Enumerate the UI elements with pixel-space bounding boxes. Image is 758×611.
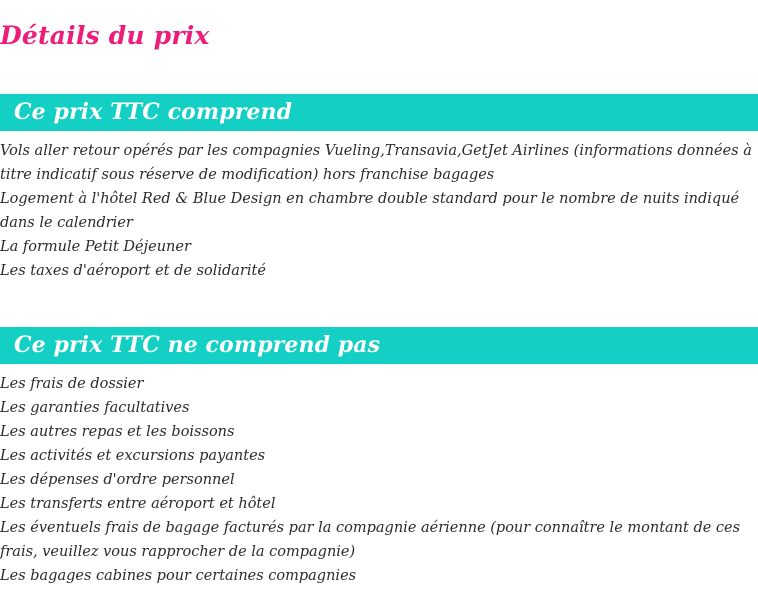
list-item: Les transferts entre aéroport et hôtel [0,496,276,512]
list-item: Les activités et excursions payantes [0,448,266,464]
list-item: Les autres repas et les boissons [0,424,235,440]
list-item: Les dépenses d'ordre personnel [0,472,235,488]
page-title: Détails du prix [0,21,210,50]
list-item: Les bagages cabines pour certaines compagnies [0,568,357,584]
list-item: Les taxes d'aéroport et de solidarité [0,263,266,279]
list-item: Les frais de dossier [0,376,144,392]
section-included-list [0,131,758,283]
section-not-included-list [0,364,758,588]
list-item: Les éventuels frais de bagage facturés par la compagnie aérienne (pour connaître le montant de ces frais, veuillez vous rapprocher de la compagnie) [0,520,741,560]
section-not-included [0,327,758,588]
list-item: Vols aller retour opérés par les compagnies Vueling,Transavia,GetJet Airlines (informations données à titre indicatif sous réserve de modification) hors franchise bagages [0,143,752,183]
section-included-heading: Ce prix TTC comprend [0,94,758,131]
list-item: Les garanties facultatives [0,400,190,416]
list-item: La formule Petit Déjeuner [0,239,191,255]
section-included [0,94,758,283]
section-not-included-heading: Ce prix TTC ne comprend pas [0,327,758,364]
list-item: Logement à l'hôtel Red & Blue Design en chambre double standard pour le nombre de nuits indiqué dans le calendrier [0,191,740,231]
